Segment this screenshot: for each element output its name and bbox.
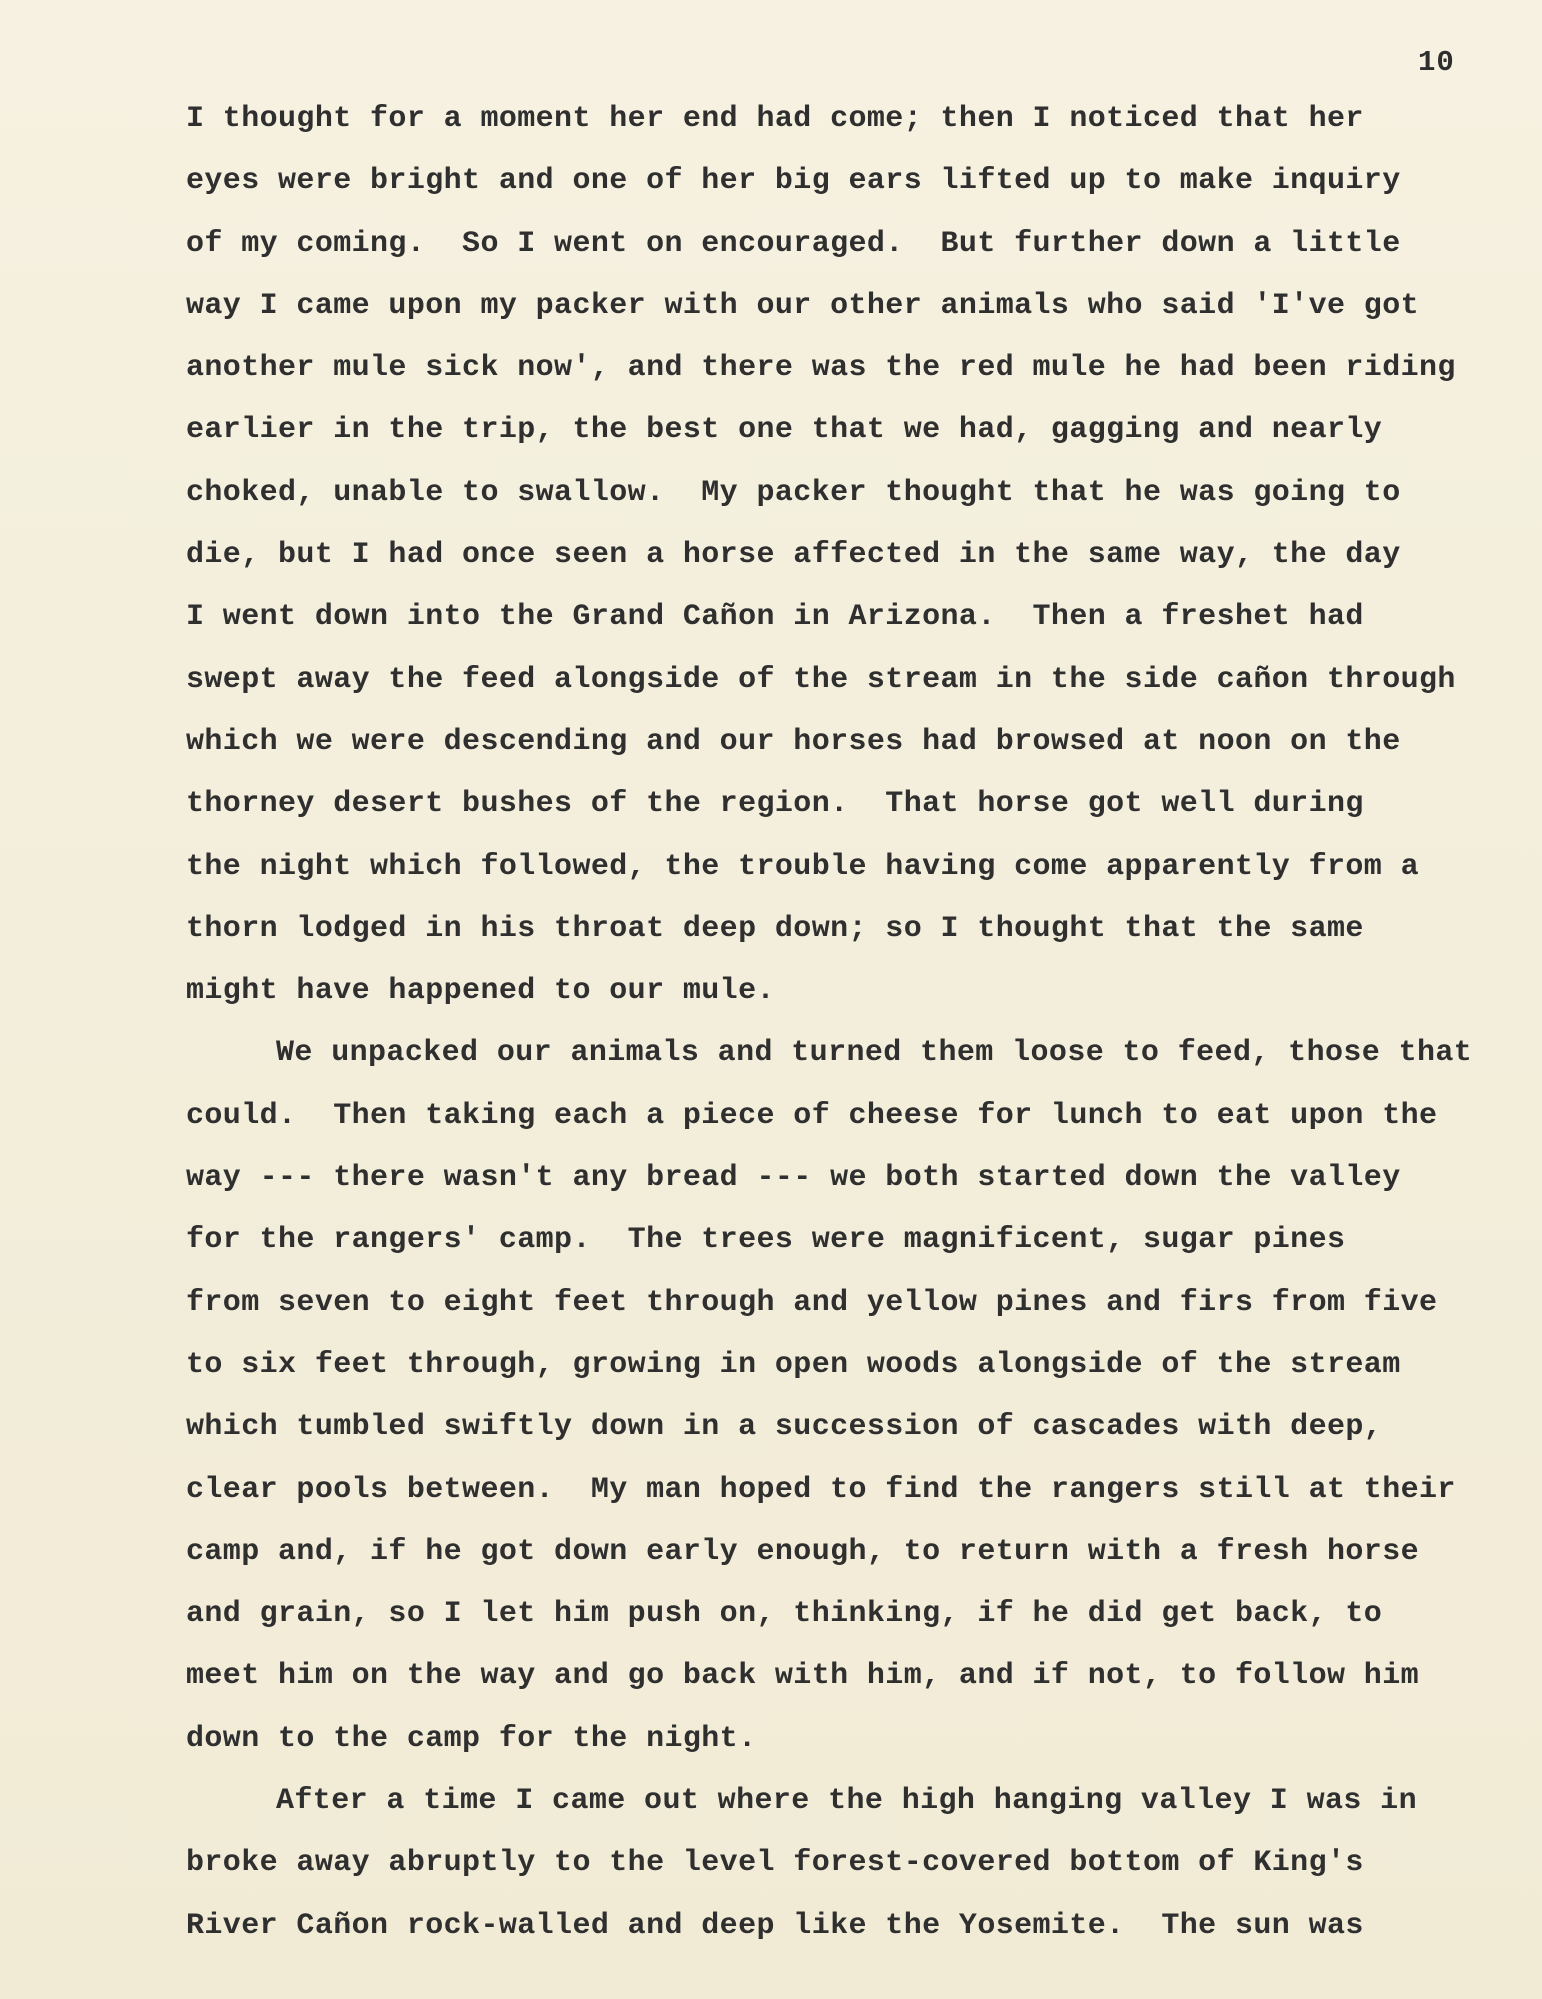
text-line: thorney desert bushes of the region. That horse got well during [186, 787, 1364, 822]
text-line: I went down into the Grand Cañon in Arizona. Then a freshet had [186, 600, 1364, 635]
text-line: could. Then taking each a piece of cheese for lunch to eat upon the [186, 1098, 1438, 1133]
text-line: another mule sick now', and there was the red mule he had been riding [186, 351, 1456, 386]
text-line: clear pools between. My man hoped to find the rangers still at their [186, 1472, 1456, 1507]
text-line: We unpacked our animals and turned them loose to feed, those that [276, 1036, 1473, 1071]
text-line: of my coming. So I went on encouraged. But further down a little [186, 226, 1401, 261]
body-text [186, 104, 1498, 1973]
text-line: might have happened to our mule. [186, 974, 775, 1009]
text-line: from seven to eight feet through and yellow pines and firs from five [186, 1285, 1438, 1320]
text-line: I thought for a moment her end had come; then I noticed that her [186, 102, 1364, 136]
page-number: 10 [1418, 46, 1455, 79]
text-line: choked, unable to swallow. My packer thought that he was going to [186, 475, 1401, 510]
text-line: camp and, if he got down early enough, to return with a fresh horse [186, 1534, 1419, 1569]
paragraph-3 [186, 1786, 1498, 1973]
text-line: After a time I came out where the high hanging valley I was in [276, 1784, 1417, 1819]
text-line: eyes were bright and one of her big ears lifted up to make inquiry [186, 164, 1401, 199]
text-line: meet him on the way and go back with him, and if not, to follow him [186, 1659, 1419, 1694]
text-line: the night which followed, the trouble having come apparently from a [186, 849, 1419, 884]
text-line: which tumbled swiftly down in a succession of cascades with deep, [186, 1410, 1383, 1445]
text-line: broke away abruptly to the level forest-covered bottom of King's [186, 1846, 1364, 1881]
text-line: die, but I had once seen a horse affected in the same way, the day [186, 538, 1401, 573]
text-line: swept away the feed alongside of the stream in the side cañon through [186, 662, 1456, 697]
text-line: down to the camp for the night. [186, 1721, 757, 1756]
text-line: to six feet through, growing in open woods alongside of the stream [186, 1347, 1401, 1382]
paragraph-2 [186, 1038, 1498, 1786]
text-line: which we were descending and our horses had browsed at noon on the [186, 724, 1401, 759]
text-line: way --- there wasn't any bread --- we both started down the valley [186, 1161, 1401, 1196]
text-line: and grain, so I let him push on, thinking, if he did get back, to [186, 1597, 1383, 1632]
text-line: River Cañon rock-walled and deep like the Yosemite. The sun was [186, 1908, 1364, 1943]
text-line: way I came upon my packer with our other animals who said 'I've got [186, 288, 1419, 323]
text-line: for the rangers' camp. The trees were magnificent, sugar pines [186, 1223, 1346, 1258]
text-line: earlier in the trip, the best one that we had, gagging and nearly [186, 413, 1383, 448]
text-line: thorn lodged in his throat deep down; so I thought that the same [186, 911, 1364, 946]
paragraph-1 [186, 104, 1498, 1038]
